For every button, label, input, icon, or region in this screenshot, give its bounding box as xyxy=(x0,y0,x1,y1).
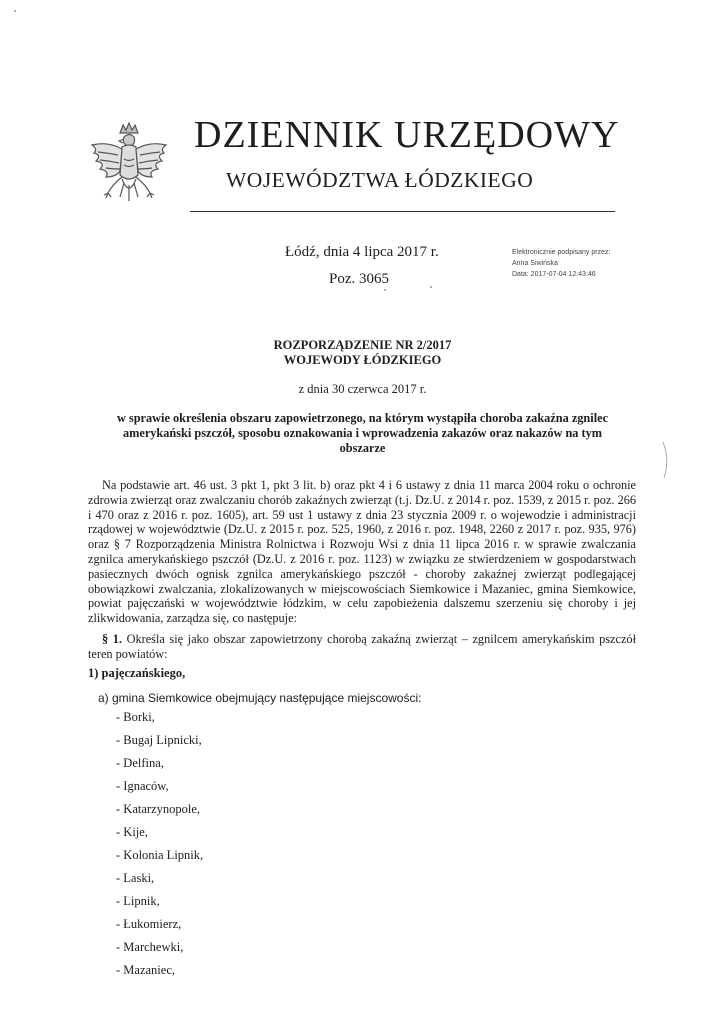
act-heading xyxy=(200,338,525,368)
publication-title: DZIENNIK URZĘDOWY xyxy=(194,114,620,156)
list-item: - Mazaniec, xyxy=(116,963,175,977)
publication-subtitle: WOJEWÓDZTWA ŁÓDZKIEGO xyxy=(226,168,534,192)
scan-speck xyxy=(14,10,16,12)
paragraph-1-mark: § 1. xyxy=(102,632,122,646)
scan-speck xyxy=(430,286,432,288)
list-item: - Marchewki, xyxy=(116,940,184,954)
act-issuer: WOJEWODY ŁÓDZKIEGO xyxy=(283,353,442,367)
act-date: z dnia 30 czerwca 2017 r. xyxy=(298,382,427,396)
polish-eagle-emblem-icon xyxy=(84,119,174,219)
list-item: - Kije, xyxy=(116,825,148,839)
list-item: - Bugaj Lipnicki, xyxy=(116,733,202,747)
list-item: - Lipnik, xyxy=(116,894,160,908)
header-divider xyxy=(190,211,615,212)
gmina-item: a) gmina Siemkowice obejmujący następujące miejscowości: xyxy=(98,691,422,705)
signature-signer: Anna Siwińska xyxy=(512,260,558,267)
list-item: - Delfina, xyxy=(116,756,164,770)
electronic-signature-block xyxy=(512,247,610,280)
paragraph-1-text: Określa się jako obszar zapowietrzony chorobą zakaźną zwierząt – zgnilcem amerykańskim pszczół teren powiatów: xyxy=(88,632,636,661)
position-number: Poz. 3065 xyxy=(329,271,389,287)
act-subject: w sprawie określenia obszaru zapowietrzonego, na którym wystąpiła choroba zakaźna zgnilec amerykański pszczół, sposobu oznakowania i wprowadzenia zakazów oraz nakazów na tym obszarze xyxy=(116,411,609,455)
locality-list xyxy=(116,710,203,986)
list-item: - Łukomierz, xyxy=(116,917,182,931)
list-item: - Katarzynopole, xyxy=(116,802,200,816)
scan-speck xyxy=(384,289,386,291)
scan-mark xyxy=(660,440,672,480)
paragraph-1 xyxy=(88,632,636,662)
list-item: - Kolonia Lipnik, xyxy=(116,848,204,862)
issue-dateline: Łódź, dnia 4 lipca 2017 r. xyxy=(285,244,439,260)
list-item: - Ignaców, xyxy=(116,779,169,793)
list-item: - Laski, xyxy=(116,871,155,885)
legal-basis-paragraph: Na podstawie art. 46 ust. 3 pkt 1, pkt 3 lit. b) oraz pkt 4 i 6 ustawy z dnia 11 marca 2004 roku o ochronie zdrowia zwierząt oraz zwalczaniu chorób zakaźnych zwierząt (t.j. Dz.U. z 2014 r. poz. 1539, z 2015 r. poz. 266 i 470 oraz z 2016 r. poz. 1605), art. 59 ust 1 ustawy z dnia 23 stycznia 2009 r. o wojewodzie i administracji rządowej w województwie (Dz.U. z 2015 r. poz. 525, 1960, z 2016 r. poz. 1948, 2260 z 2017 r. poz. 935, 976) oraz § 7 Rozporządzenia Ministra Rolnictwa i Rozwoju Wsi z dnia 11 lipca 2016 r. w sprawie zwalczania zgnilca amerykańskiego pszczół (Dz.U. z 2016 r. poz. 1123) w związku ze stwierdzeniem w gospodarstwach pasiecznych dwóch ognisk zgnilca amerykańskiego pszczół - choroby zakaźnej zwierząt podlegającej obowiązkowi zwalczania, zlokalizowanych w miejscowościach Siemkowice i Mazaniec, gmina Siemkowice, powiat pajęczański w województwie łódzkim, w celu zapobieżenia dalszemu szerzeniu się choroby i jej zlikwidowania, zarządza się, co następuje: xyxy=(88,478,637,626)
signature-date: Data: 2017-07-04 12:43:46 xyxy=(512,271,596,278)
signature-label: Elektronicznie podpisany przez: xyxy=(512,249,611,256)
list-item: - Borki, xyxy=(116,710,155,724)
act-title: ROZPORZĄDZENIE NR 2/2017 xyxy=(273,338,452,352)
county-item: 1) pajęczańskiego, xyxy=(88,666,186,680)
